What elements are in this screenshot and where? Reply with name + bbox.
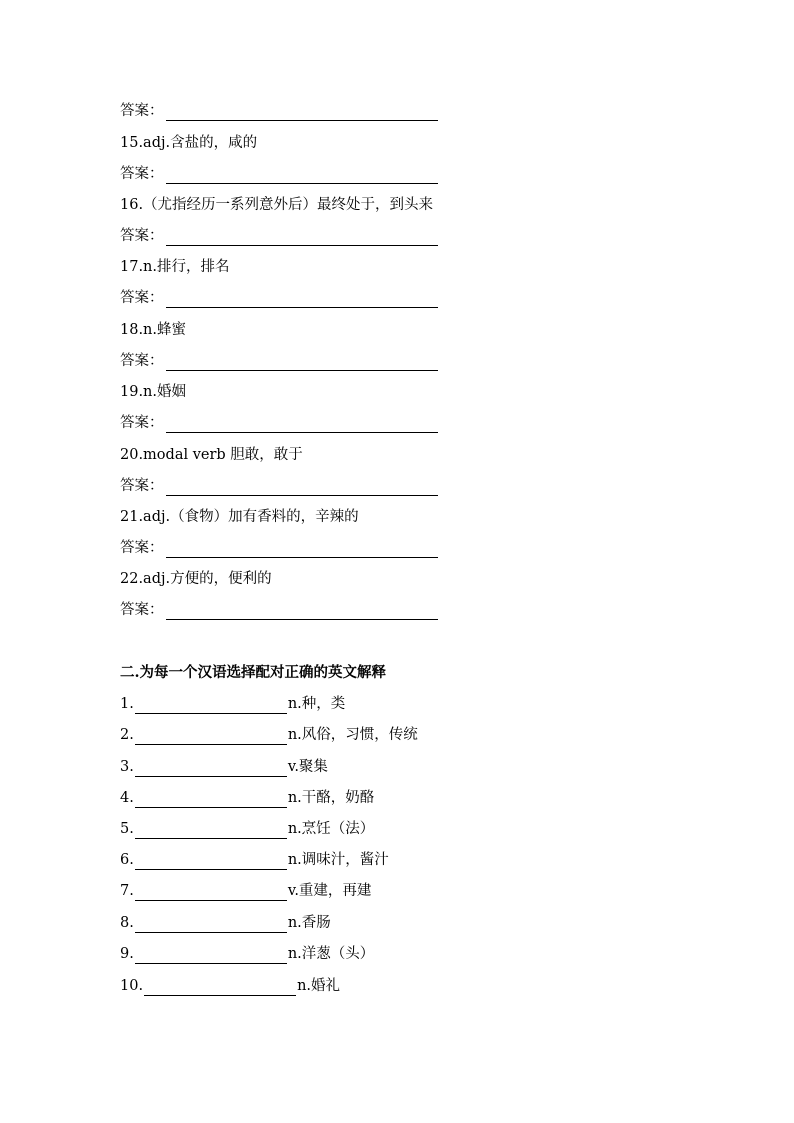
answer-blank[interactable] <box>166 167 438 184</box>
match-item-2 <box>120 725 418 745</box>
match-blank[interactable] <box>135 916 287 933</box>
question-text: 18.n.蜂蜜 <box>120 322 187 338</box>
answer-label: 答案： <box>120 166 164 182</box>
answer-label: 答案： <box>120 415 164 431</box>
answer-blank[interactable] <box>166 291 438 308</box>
item-meaning: n.烹饪（法） <box>287 821 375 837</box>
item-number: 9. <box>120 946 134 962</box>
question-22 <box>120 569 272 589</box>
answer-label: 答案： <box>120 353 164 369</box>
match-item-1 <box>120 694 345 714</box>
question-text: 16.（尤指经历一系列意外后）最终处于，到头来 <box>120 197 434 213</box>
item-number: 2. <box>120 727 134 743</box>
match-blank[interactable] <box>135 822 287 839</box>
question-16 <box>120 195 433 215</box>
answer-label: 答案： <box>120 478 164 494</box>
answer-line-20 <box>120 476 438 496</box>
match-blank[interactable] <box>135 697 287 714</box>
question-text: 21.adj.（食物）加有香料的，辛辣的 <box>120 509 359 525</box>
question-15 <box>120 133 257 153</box>
answer-label: 答案： <box>120 103 164 119</box>
answer-line-18 <box>120 351 438 371</box>
item-number: 10. <box>120 978 144 994</box>
item-number: 7. <box>120 883 134 899</box>
answer-blank[interactable] <box>166 416 438 433</box>
item-number: 6. <box>120 852 134 868</box>
question-text: 20.modal verb 胆敢，敢于 <box>120 447 303 463</box>
item-meaning: n.种，类 <box>287 696 346 712</box>
question-text: 19.n.婚姻 <box>120 384 187 400</box>
match-blank[interactable] <box>135 853 287 870</box>
question-text: 22.adj.方便的，便利的 <box>120 571 272 587</box>
answer-blank[interactable] <box>166 104 438 121</box>
answer-label: 答案： <box>120 290 164 306</box>
answer-blank[interactable] <box>166 354 438 371</box>
match-blank[interactable] <box>144 979 296 996</box>
item-meaning: n.风俗，习惯，传统 <box>287 727 418 743</box>
answer-line-21 <box>120 538 438 558</box>
item-meaning: v.重建，再建 <box>287 883 372 899</box>
item-meaning: v.聚集 <box>287 759 328 775</box>
question-18 <box>120 320 186 340</box>
question-21 <box>120 507 359 527</box>
answer-label: 答案： <box>120 602 164 618</box>
item-meaning: n.香肠 <box>287 915 331 931</box>
answer-line-14 <box>120 101 438 121</box>
item-meaning: n.洋葱（头） <box>287 946 375 962</box>
answer-line-17 <box>120 288 438 308</box>
answer-line-19 <box>120 413 438 433</box>
question-text: 15.adj.含盐的，咸的 <box>120 135 258 151</box>
item-number: 1. <box>120 696 134 712</box>
question-20 <box>120 445 303 465</box>
item-number: 3. <box>120 759 134 775</box>
question-17 <box>120 257 230 277</box>
answer-label: 答案： <box>120 540 164 556</box>
question-19 <box>120 382 186 402</box>
answer-blank[interactable] <box>166 229 438 246</box>
match-blank[interactable] <box>135 884 287 901</box>
match-item-6 <box>120 850 389 870</box>
match-item-7 <box>120 881 371 901</box>
item-meaning: n.调味汁，酱汁 <box>287 852 389 868</box>
item-number: 4. <box>120 790 134 806</box>
section-title: 二.为每一个汉语选择配对正确的英文解释 <box>120 664 387 681</box>
match-blank[interactable] <box>135 728 287 745</box>
answer-blank[interactable] <box>166 603 438 620</box>
match-blank[interactable] <box>135 947 287 964</box>
match-item-10 <box>120 976 340 996</box>
answer-line-22 <box>120 600 438 620</box>
item-meaning: n.干酪，奶酪 <box>287 790 375 806</box>
match-item-4 <box>120 788 374 808</box>
item-number: 5. <box>120 821 134 837</box>
answer-line-15 <box>120 164 438 184</box>
match-item-9 <box>120 944 374 964</box>
item-meaning: n.婚礼 <box>297 978 341 994</box>
match-item-3 <box>120 757 328 777</box>
match-item-8 <box>120 913 331 933</box>
answer-blank[interactable] <box>166 541 438 558</box>
item-number: 8. <box>120 915 134 931</box>
match-item-5 <box>120 819 374 839</box>
match-blank[interactable] <box>135 791 287 808</box>
answer-blank[interactable] <box>166 479 438 496</box>
answer-label: 答案： <box>120 228 164 244</box>
match-blank[interactable] <box>135 760 287 777</box>
question-text: 17.n.排行，排名 <box>120 259 230 275</box>
answer-line-16 <box>120 226 438 246</box>
